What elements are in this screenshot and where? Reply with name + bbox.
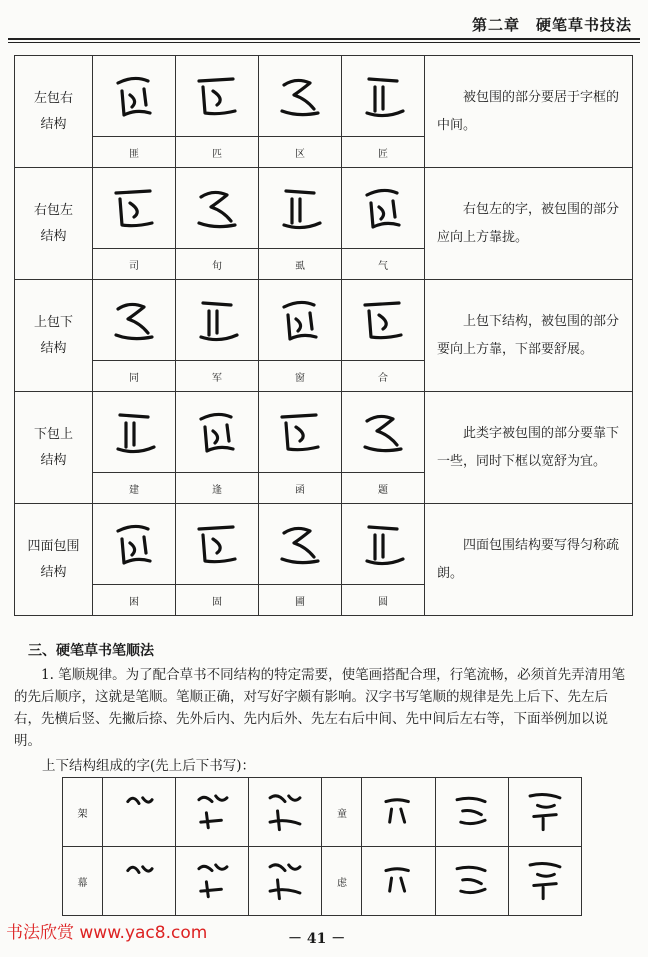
glyph-caption: 题: [342, 473, 425, 504]
page-header: [0, 0, 648, 44]
order-row: [63, 847, 582, 916]
glyph-caption: 匪: [93, 137, 176, 168]
cursive-glyph: [342, 56, 425, 137]
order-label-right: 虑: [322, 847, 362, 916]
cursive-glyph: [259, 168, 342, 249]
cursive-glyph: [93, 280, 176, 361]
glyph-caption: 函: [259, 473, 342, 504]
structure-label: 上包下 结构: [15, 280, 93, 392]
structure-row: [15, 504, 633, 585]
structure-description: 上包下结构，被包围的部分要向上方靠，下部要舒展。: [425, 280, 633, 392]
structure-label: 右包左 结构: [15, 168, 93, 280]
stroke-step-glyph: [435, 778, 508, 847]
cursive-glyph: [93, 504, 176, 585]
glyph-caption: 圃: [259, 585, 342, 616]
structure-label: 下包上 结构: [15, 392, 93, 504]
structure-description: 此类字被包围的部分要靠下一些，同时下框以宽舒为宜。: [425, 392, 633, 504]
glyph-caption: 匹: [176, 137, 259, 168]
structure-row: [15, 168, 633, 249]
header-rule: [8, 38, 640, 40]
order-label-left: 架: [63, 778, 103, 847]
glyph-caption: 匠: [342, 137, 425, 168]
stroke-step-glyph: [508, 778, 581, 847]
cursive-glyph: [259, 280, 342, 361]
structure-row: [15, 56, 633, 137]
glyph-caption: 司: [93, 249, 176, 280]
stroke-step-glyph: [435, 847, 508, 916]
structure-description: 右包左的字，被包围的部分应向上方靠拢。: [425, 168, 633, 280]
cursive-glyph: [176, 168, 259, 249]
stroke-step-glyph: [249, 847, 322, 916]
glyph-caption: 区: [259, 137, 342, 168]
structure-description: 四面包围结构要写得匀称疏朗。: [425, 504, 633, 616]
cursive-glyph: [93, 392, 176, 473]
glyph-caption: 建: [93, 473, 176, 504]
cursive-glyph: [259, 504, 342, 585]
cursive-glyph: [93, 56, 176, 137]
watermark-text: 书法欣赏 www.yac8.com: [6, 923, 208, 943]
structure-label: 四面包围 结构: [15, 504, 93, 616]
glyph-caption: 固: [176, 585, 259, 616]
page-number: － 41 －: [288, 931, 346, 947]
structure-description: 被包围的部分要居于字框的中间。: [425, 56, 633, 168]
section-paragraph: 1. 笔顺规律。为了配合草书不同结构的特定需要，使笔画搭配合理，行笔流畅，必须首先弄清用笔的先后顺序，这就是笔顺。笔顺正确，对写好字颇有影响。汉字书写笔顺的规律是先上后下、先左后右，先横后竖、先撇后捺、先外后内、先内后外、先左右后中间、先中间后左右等，下面举例加以说明。: [14, 667, 626, 749]
glyph-caption: 圆: [342, 585, 425, 616]
structure-row: [15, 392, 633, 473]
cursive-glyph: [259, 56, 342, 137]
cursive-glyph: [259, 392, 342, 473]
cursive-glyph: [176, 56, 259, 137]
stroke-step-glyph: [103, 847, 176, 916]
stroke-step-glyph: [249, 778, 322, 847]
chapter-title: 第二章 硬笔草书技法: [471, 16, 632, 34]
stroke-step-glyph: [508, 847, 581, 916]
order-label-left: 幕: [63, 847, 103, 916]
glyph-caption: 气: [342, 249, 425, 280]
cursive-glyph: [342, 280, 425, 361]
structure-label: 左包右 结构: [15, 56, 93, 168]
stroke-step-glyph: [176, 847, 249, 916]
cursive-glyph: [176, 392, 259, 473]
stroke-step-glyph: [103, 778, 176, 847]
cursive-glyph: [176, 504, 259, 585]
stroke-step-glyph: [176, 778, 249, 847]
glyph-caption: 窗: [259, 361, 342, 392]
header-rule-thin: [8, 42, 640, 43]
glyph-caption: 合: [342, 361, 425, 392]
cursive-glyph: [176, 280, 259, 361]
structure-row: [15, 280, 633, 361]
glyph-caption: 逢: [176, 473, 259, 504]
stroke-order-table: [62, 777, 582, 916]
glyph-caption: 虱: [259, 249, 342, 280]
order-label-right: 童: [322, 778, 362, 847]
section-title: 三、硬笔草书笔顺法: [28, 643, 154, 659]
glyph-caption: 困: [93, 585, 176, 616]
glyph-caption: 旬: [176, 249, 259, 280]
stroke-step-glyph: [362, 847, 435, 916]
order-row: [63, 778, 582, 847]
cursive-glyph: [342, 392, 425, 473]
cursive-glyph: [342, 168, 425, 249]
cursive-glyph: [342, 504, 425, 585]
glyph-caption: 军: [176, 361, 259, 392]
section-subtitle: 上下结构组成的字(先上后下书写)：: [42, 758, 256, 774]
cursive-glyph: [93, 168, 176, 249]
stroke-step-glyph: [362, 778, 435, 847]
structure-table: [14, 55, 633, 616]
glyph-caption: 同: [93, 361, 176, 392]
